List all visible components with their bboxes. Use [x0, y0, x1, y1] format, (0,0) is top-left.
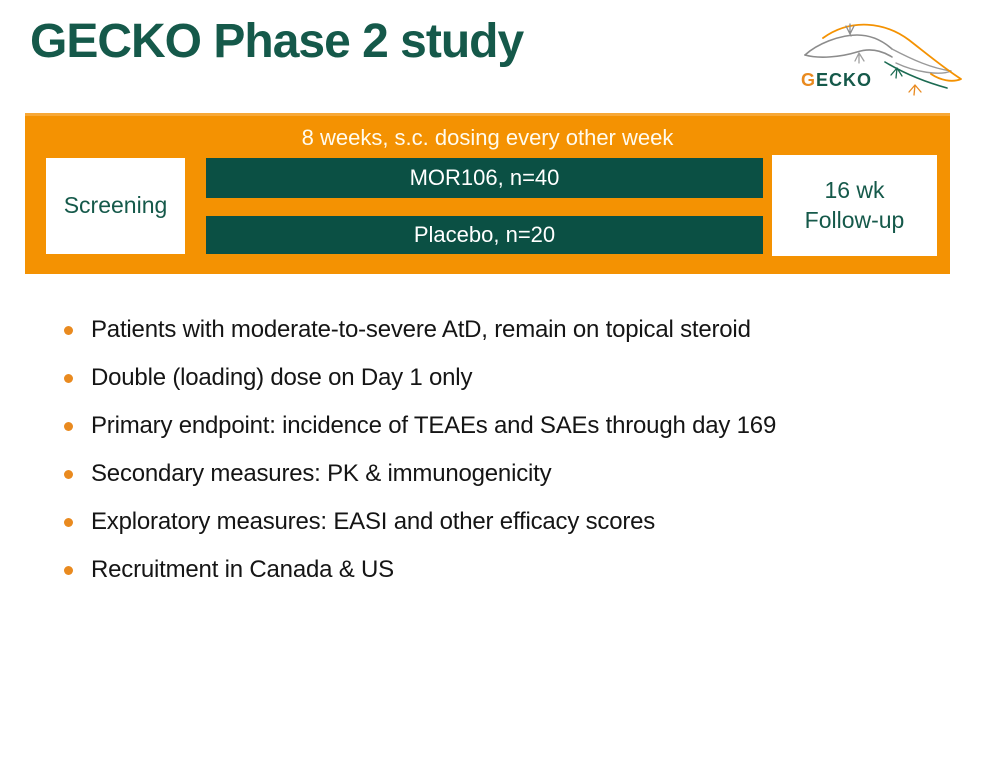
bullet-text: Exploratory measures: EASI and other efficacy scores [91, 508, 656, 535]
bullet-dot-icon [64, 518, 73, 527]
bullet-text: Primary endpoint: incidence of TEAEs and SAEs through day 169 [91, 412, 777, 439]
bullet-item [64, 546, 776, 594]
followup-line2: Follow-up [804, 206, 905, 233]
screening-box: Screening [46, 158, 185, 254]
study-design-diagram [25, 113, 950, 274]
bullet-dot-icon [64, 470, 73, 479]
followup-line1: 16 wk [824, 176, 885, 203]
bullet-dot-icon [64, 422, 73, 431]
gecko-wordmark-g: G [801, 70, 817, 90]
page-title: GECKO Phase 2 study [30, 15, 524, 68]
bullet-item [64, 402, 776, 450]
bullet-item [64, 354, 776, 402]
bullet-dot-icon [64, 374, 73, 383]
bullet-item [64, 306, 776, 354]
bullet-text: Recruitment in Canada & US [91, 556, 394, 583]
bullet-item [64, 498, 776, 546]
arm-bar-placebo: Placebo, n=20 [206, 216, 763, 254]
arm-bar-mor106: MOR106, n=40 [206, 158, 763, 198]
gecko-wordmark [801, 70, 872, 91]
gecko-wordmark-ecko: ECKO [816, 70, 873, 90]
bullet-item [64, 450, 776, 498]
bullet-dot-icon [64, 566, 73, 575]
bullet-text: Double (loading) dose on Day 1 only [91, 364, 473, 391]
gecko-logo [793, 8, 971, 105]
dosing-schedule-label: 8 weeks, s.c. dosing every other week [301, 125, 674, 150]
bullet-text: Patients with moderate-to-severe AtD, remain on topical steroid [91, 316, 751, 343]
bullet-dot-icon [64, 326, 73, 335]
bullet-list [64, 306, 776, 594]
bullet-text: Secondary measures: PK & immunogenicity [91, 460, 552, 487]
followup-box [772, 155, 937, 256]
